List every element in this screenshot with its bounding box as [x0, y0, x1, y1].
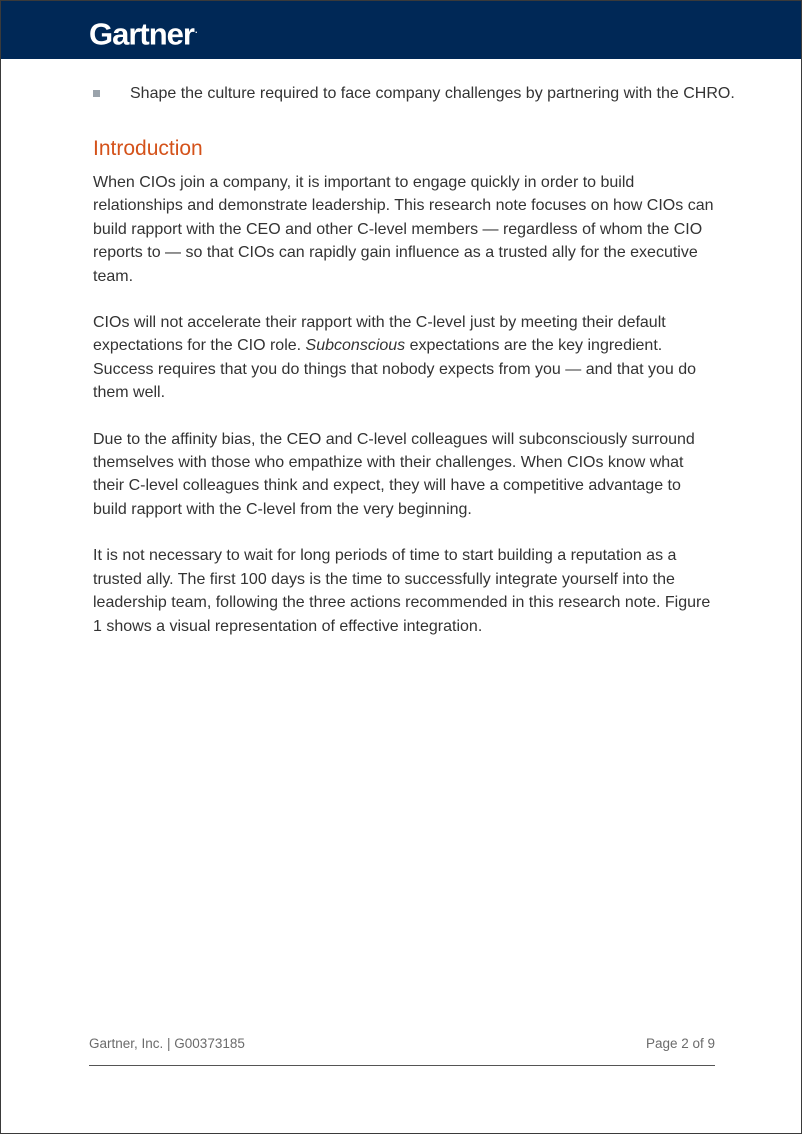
- logo-text: Gartner: [89, 16, 194, 52]
- paragraph-2: [93, 311, 717, 405]
- paragraph-1: When CIOs join a company, it is important to engage quickly in order to build relationships and demonstrate leadership. This research note focuses on how CIOs can build rapport with the CEO and other C-level members — regardless of whom the CIO reports to — so that CIOs can rapidly gain influence as a trusted ally for the executive team.: [93, 174, 714, 285]
- paragraph-4: It is not necessary to wait for long periods of time to start building a reputation as a trusted ally. The first 100 days is the time to successfully integrate yourself into the leadership team, following the three actions recommended in this research note. Figure 1 shows a visual representation of effective integration.: [93, 547, 711, 635]
- paragraph-3: Due to the affinity bias, the CEO and C-level colleagues will subconsciously surround themselves with those who empathize with their challenges. When CIOs know what their C-level colleagues think and expect, they will have a competitive advantage to build rapport with the C-level from the very beginning.: [93, 430, 695, 518]
- gartner-logo: [89, 11, 198, 53]
- page-header-banner: [1, 1, 801, 59]
- paragraph-2-end: expectations are the key ingredient. Success requires that you do things that nobody expects from you — and that you do them well.: [93, 337, 697, 402]
- logo-mark: .: [194, 25, 198, 35]
- footer-page-number: Page 2 of 9: [645, 1036, 715, 1051]
- section-heading-introduction: Introduction: [93, 137, 203, 160]
- bullet-item-text: Shape the culture required to face company challenges by partnering with the CHRO.: [130, 85, 735, 102]
- footer-divider: [89, 1065, 715, 1066]
- square-bullet-icon: [93, 90, 100, 97]
- paragraph-2-start: CIOs will not accelerate their rapport with the C-level just by meeting their default expectations for the CIO role.: [93, 314, 666, 355]
- introduction-body: [93, 171, 717, 661]
- footer-document-id: Gartner, Inc. | G00373185: [89, 1036, 245, 1051]
- paragraph-2-emphasis: Subconscious: [305, 337, 406, 355]
